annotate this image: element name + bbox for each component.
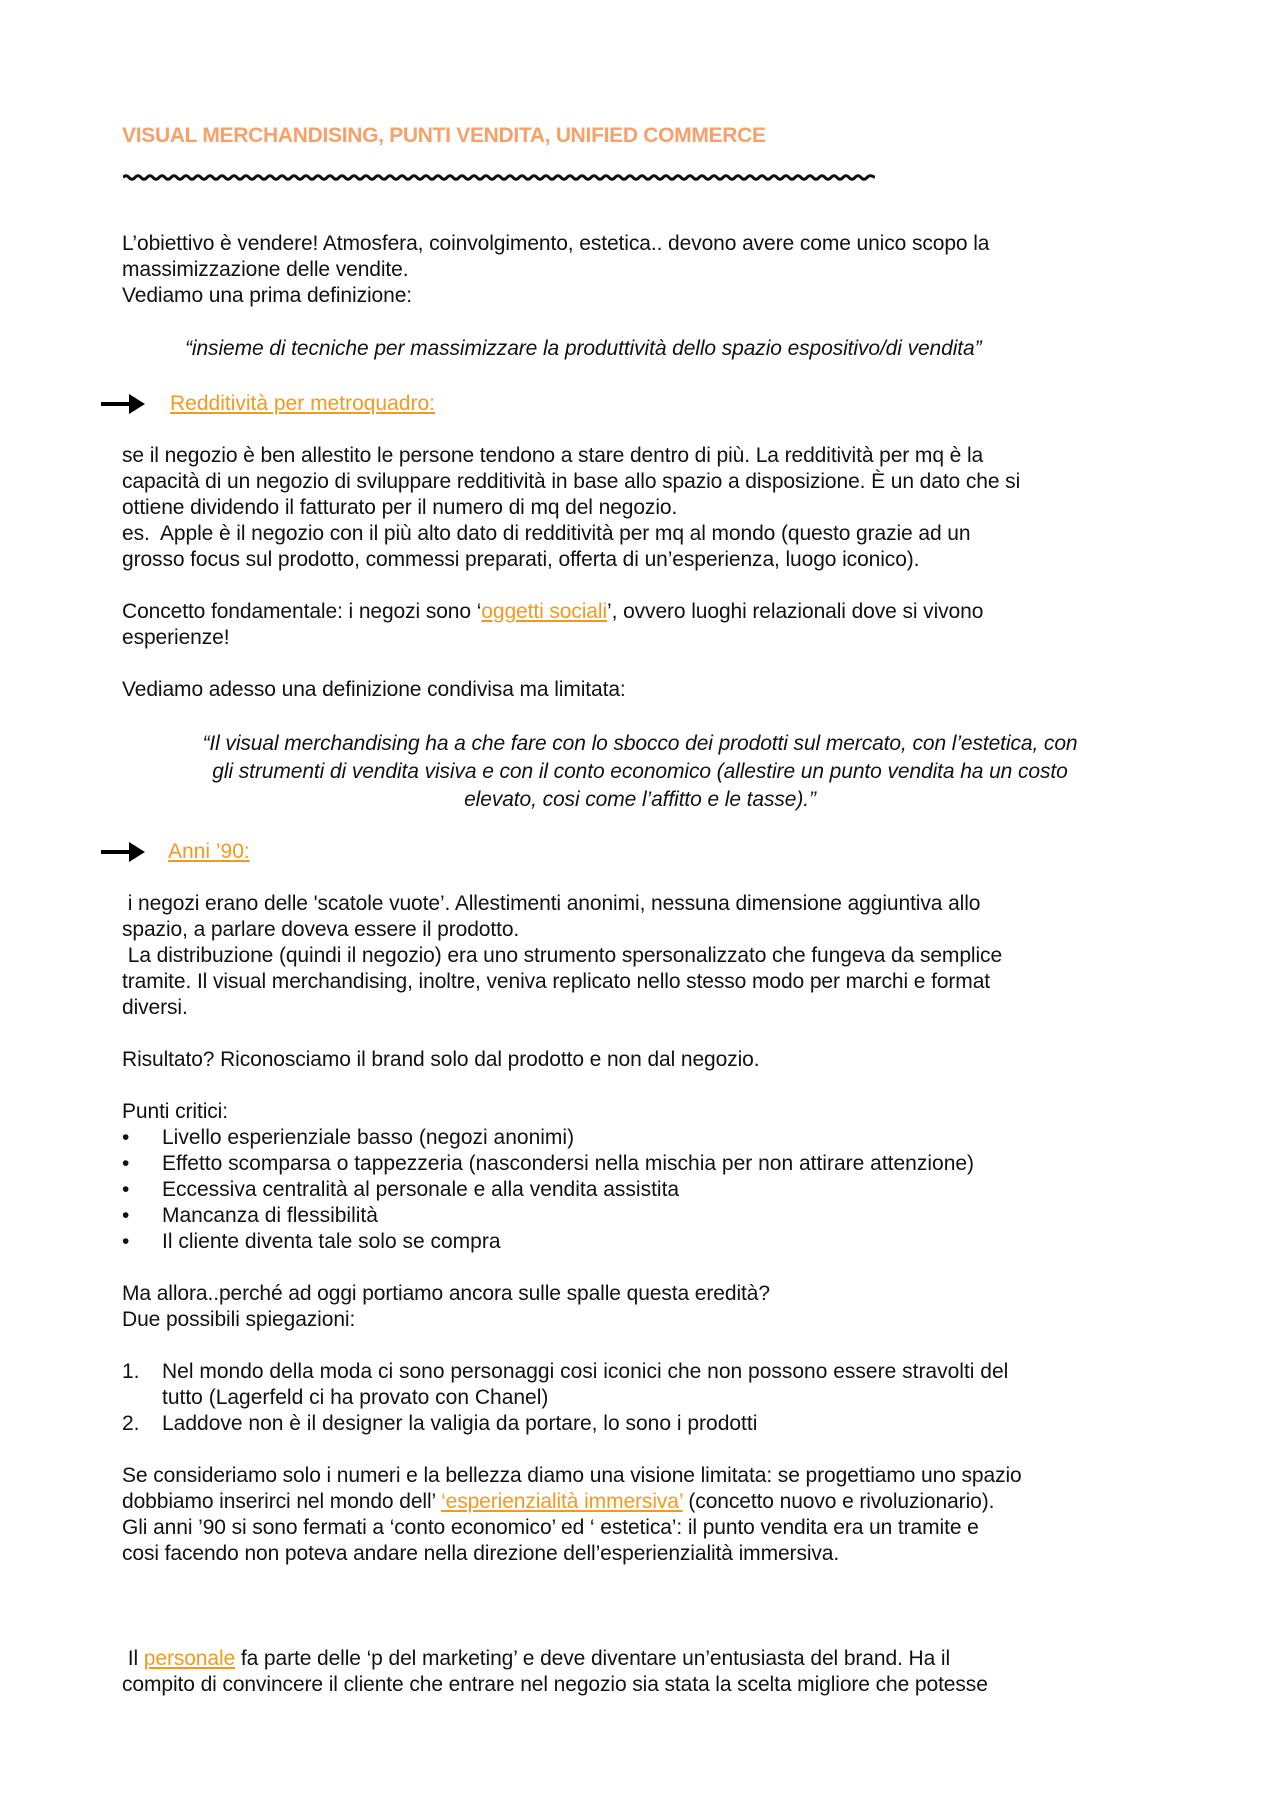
bullet-item: Mancanza di flessibilità — [162, 1204, 378, 1227]
numbered-item: Nel mondo della moda ci sono personaggi cosi iconici che non possono essere stravolti del — [162, 1360, 1009, 1383]
text: Concetto fondamentale: i negozi sono ‘ — [122, 600, 482, 623]
text: “Il visual merchandising ha a che fare con lo sbocco dei prodotti sul mercato, con l’estetica, con — [202, 732, 1078, 755]
definition-quote: “insieme di tecniche per massimizzare la produttività dello spazio espositivo/di vendita” — [185, 337, 982, 360]
text: (concetto nuovo e rivoluzionario). — [682, 1490, 995, 1513]
text: ’, ovvero luoghi relazionali dove si vivono — [607, 600, 984, 623]
text: fa parte delle ‘p del marketing’ e deve diventare un’entusiasta del brand. Ha il — [235, 1647, 951, 1670]
paragraph-line: i negozi erano delle 'scatole vuote’. Allestimenti anonimi, nessuna dimensione aggiuntiva allo — [122, 892, 981, 915]
numbered-item: tutto (Lagerfeld ci ha provato con Chanel) — [162, 1386, 549, 1409]
definition-quote-line — [0, 731, 1280, 757]
link-personale[interactable]: personale — [143, 1647, 236, 1670]
paragraph-line: diversi. — [122, 996, 188, 1019]
title-underline-divider — [123, 174, 875, 181]
text: Il — [122, 1647, 144, 1670]
bullet-item: Livello esperienziale basso (negozi anonimi) — [162, 1126, 575, 1149]
paragraph-line: es. Apple è il negozio con il più alto dato di redditività per mq al mondo (questo grazie ad un — [122, 522, 971, 545]
document-title: VISUAL MERCHANDISING, PUNTI VENDITA, UNIFIED COMMERCE — [122, 124, 766, 147]
definition-quote-line — [0, 787, 1280, 813]
paragraph-line — [122, 1646, 950, 1672]
text: dobbiamo inserirci nel mondo dell’ — [122, 1490, 442, 1513]
section-heading-anni-90[interactable]: Anni ’90: — [168, 840, 250, 863]
paragraph-line: Gli anni ’90 si sono fermati a ‘conto economico’ ed ‘ estetica’: il punto vendita era un tramite e — [122, 1516, 979, 1539]
paragraph-line: tramite. Il visual merchandising, inoltre, veniva replicato nello stesso modo per marchi e format — [122, 970, 991, 993]
bullet-item: Il cliente diventa tale solo se compra — [162, 1230, 501, 1253]
arrow-right-icon — [101, 391, 145, 417]
paragraph-line: La distribuzione (quindi il negozio) era uno strumento spersonalizzato che fungeva da semplice — [122, 944, 1003, 967]
paragraph-line: Risultato? Riconosciamo il brand solo dal prodotto e non dal negozio. — [122, 1048, 760, 1071]
bullet-item: Effetto scomparsa o tappezzeria (nascondersi nella mischia per non attirare attenzione) — [162, 1152, 975, 1175]
paragraph-line: ottiene dividendo il fatturato per il numero di mq del negozio. — [122, 496, 678, 519]
paragraph-line: esperienze! — [122, 626, 230, 649]
bullet-icon: • — [122, 1204, 130, 1227]
paragraph-line: Vediamo adesso una definizione condivisa ma limitata: — [122, 678, 626, 701]
section-heading-redditivita[interactable]: Redditività per metroquadro: — [170, 392, 435, 415]
paragraph-line: Se consideriamo solo i numeri e la bellezza diamo una visione limitata: se progettiamo uno spazio — [122, 1464, 1022, 1487]
bullet-icon: • — [122, 1126, 130, 1149]
intro-line: Vediamo una prima definizione: — [122, 284, 413, 307]
numbered-item: Laddove non è il designer la valigia da portare, lo sono i prodotti — [162, 1412, 758, 1435]
paragraph-line: se il negozio è ben allestito le persone tendono a stare dentro di più. La redditività per mq è la — [122, 444, 984, 467]
definition-quote-line — [0, 759, 1280, 785]
bullet-icon: • — [122, 1230, 130, 1253]
list-number: 1. — [122, 1360, 140, 1383]
bullet-icon: • — [122, 1152, 130, 1175]
paragraph-line: spazio, a parlare doveva essere il prodotto. — [122, 918, 520, 941]
bullet-item: Eccessiva centralità al personale e alla vendita assistita — [162, 1178, 680, 1201]
paragraph-line: compito di convincere il cliente che entrare nel negozio sia stata la scelta migliore che potesse — [122, 1673, 988, 1696]
link-esperienzialita-immersiva[interactable]: ‘esperienzialità immersiva’ — [441, 1490, 683, 1513]
paragraph-line: Due possibili spiegazioni: — [122, 1308, 356, 1331]
paragraph-line: Punti critici: — [122, 1100, 228, 1123]
link-oggetti-sociali[interactable]: oggetti sociali — [481, 600, 608, 623]
text: gli strumenti di vendita visiva e con il conto economico (allestire un punto vendita ha un costo — [212, 760, 1068, 783]
paragraph-line: capacità di un negozio di sviluppare redditività in base allo spazio a disposizione. È un dato che si — [122, 470, 1021, 493]
paragraph-line — [122, 1489, 994, 1515]
paragraph-line — [122, 599, 983, 625]
paragraph-line: Ma allora..perché ad oggi portiamo ancora sulle spalle questa eredità? — [122, 1282, 770, 1305]
paragraph-line: cosi facendo non poteva andare nella direzione dell’esperienzialità immersiva. — [122, 1542, 840, 1565]
text: elevato, cosi come l’affitto e le tasse).” — [464, 788, 816, 811]
bullet-icon: • — [122, 1178, 130, 1201]
arrow-right-icon — [101, 839, 145, 865]
list-number: 2. — [122, 1412, 140, 1435]
paragraph-line: grosso focus sul prodotto, commessi preparati, offerta di un’esperienza, luogo iconico). — [122, 548, 920, 571]
intro-line: massimizzazione delle vendite. — [122, 258, 409, 281]
intro-line: L’obiettivo è vendere! Atmosfera, coinvolgimento, estetica.. devono avere come unico scopo la — [122, 232, 990, 255]
